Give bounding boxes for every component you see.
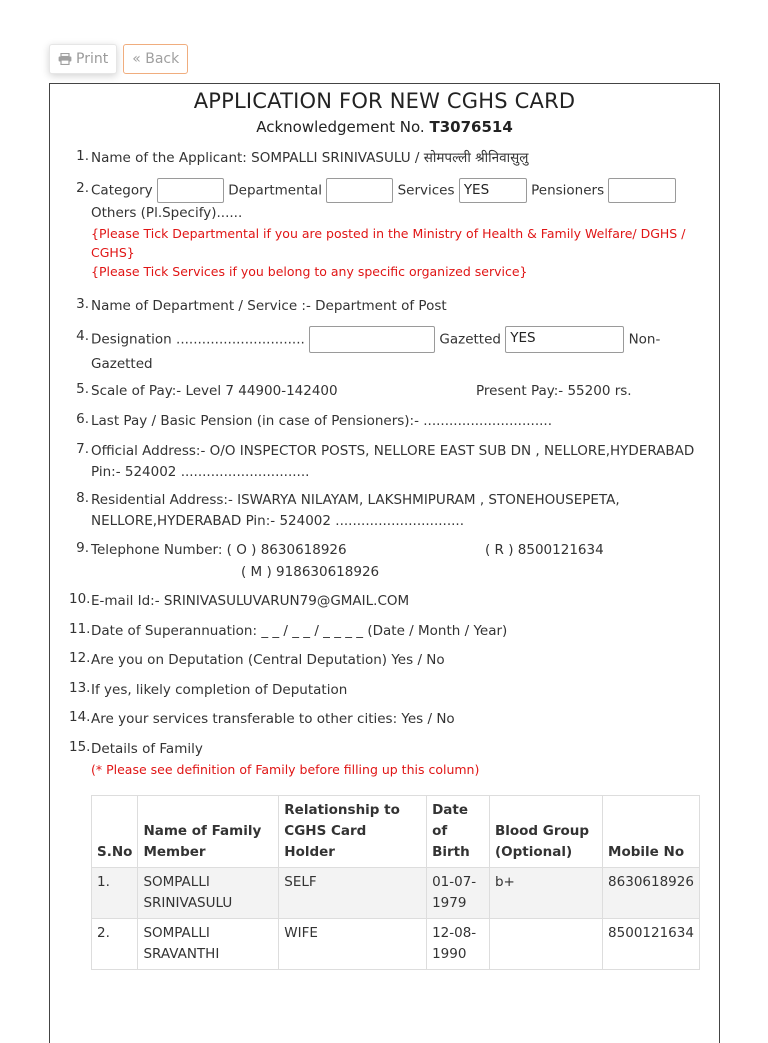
- others-label: Others (Pl.Specify)......: [91, 205, 243, 221]
- pensioners-field[interactable]: [608, 178, 676, 203]
- email-text: E-mail Id:- SRINIVASULUVARUN79@GMAIL.COM: [91, 593, 410, 609]
- family-details-text: Details of Family: [91, 741, 203, 757]
- cell-dob: 01-07-1979: [427, 868, 490, 919]
- superannuation-text: Date of Superannuation: _ _ / _ _ / _ _ _ _ (Date / Month / Year): [91, 623, 508, 639]
- header-name: Name of Family Member: [138, 796, 279, 868]
- print-button[interactable]: [49, 44, 117, 74]
- cell-mobile: 8630618926: [603, 868, 700, 919]
- ack-label: Acknowledgement No.: [256, 118, 425, 136]
- deputation-text: Are you on Deputation (Central Deputation) Yes / No: [91, 652, 445, 668]
- item-number: 2.: [76, 180, 89, 196]
- header-dob: Date of Birth: [427, 796, 490, 868]
- gazetted-label: Gazetted: [439, 331, 501, 348]
- official-address-text: Official Address:- O/O INSPECTOR POSTS, NELLORE EAST SUB DN , NELLORE,HYDERABAD Pin:- 524002 ..............................: [91, 443, 695, 480]
- designation-field[interactable]: [309, 326, 435, 353]
- print-label: Print: [76, 51, 109, 67]
- table-row: [92, 919, 700, 970]
- item-number: 7.: [76, 441, 89, 457]
- cell-name: SOMPALLI SRINIVASULU: [138, 868, 279, 919]
- item-number: 14.: [69, 709, 91, 725]
- header-sno: S.No: [92, 796, 138, 868]
- cell-sno: 2.: [92, 919, 138, 970]
- form-title: APPLICATION FOR NEW CGHS CARD: [193, 89, 576, 113]
- application-form: [49, 83, 720, 1043]
- cell-sno: 1.: [92, 868, 138, 919]
- telephone-residence: ( R ) 8500121634: [485, 542, 604, 558]
- departmental-label: Departmental: [228, 182, 322, 199]
- toolbar: [49, 44, 188, 74]
- item-number: 8.: [76, 490, 89, 506]
- residential-address-text: Residential Address:- ISWARYA NILAYAM, LAKSHMIPURAM , STONEHOUSEPETA, NELLORE,HYDERABAD Pin:- 524002 ..............................: [91, 492, 620, 529]
- designation-line: [91, 326, 707, 376]
- pensioners-label: Pensioners: [531, 182, 605, 199]
- non-gazetted-label: Non-Gazetted: [91, 331, 661, 372]
- back-label: « Back: [132, 51, 180, 67]
- item-number: 1.: [76, 148, 89, 164]
- item-number: 11.: [69, 621, 91, 637]
- item-number: 4.: [76, 328, 89, 344]
- table-row: [92, 868, 700, 919]
- item-number: 10.: [69, 591, 91, 607]
- printer-icon: [58, 53, 72, 65]
- telephone-office: Telephone Number: ( O ) 8630618926: [91, 542, 347, 558]
- cell-blood-group: b+: [489, 868, 602, 919]
- item-number: 5.: [76, 381, 89, 397]
- back-button[interactable]: [123, 44, 188, 74]
- gazetted-field[interactable]: YES: [505, 326, 624, 353]
- header-blood-group: Blood Group (Optional): [489, 796, 602, 868]
- family-details-note: (* Please see definition of Family before filling up this column): [91, 762, 480, 777]
- cell-mobile: 8500121634: [603, 919, 700, 970]
- transferable-text: Are your services transferable to other cities: Yes / No: [91, 711, 455, 727]
- cell-name: SOMPALLI SRAVANTHI: [138, 919, 279, 970]
- services-label: Services: [397, 182, 455, 199]
- telephone-mobile: ( M ) 918630618926: [241, 564, 380, 580]
- category-line: [91, 178, 707, 203]
- applicant-name-text: Name of the Applicant: SOMPALLI SRINIVASULU / सोमपल्ली श्रीनिवासुलु: [91, 150, 529, 166]
- cell-relationship: SELF: [279, 868, 427, 919]
- cell-dob: 12-08-1990: [427, 919, 490, 970]
- last-pay-text: Last Pay / Basic Pension (in case of Pensioners):- ..............................: [91, 413, 553, 429]
- services-note: {Please Tick Services if you belong to any specific organized service}: [91, 264, 528, 279]
- item-number: 13.: [69, 680, 91, 696]
- departmental-field[interactable]: [326, 178, 393, 203]
- item-number: 12.: [69, 650, 91, 666]
- family-table: [91, 795, 700, 970]
- services-field[interactable]: YES: [459, 178, 527, 203]
- pay-scale-text: Scale of Pay:- Level 7 44900-142400: [91, 383, 338, 399]
- ack-number: T3076514: [429, 118, 513, 136]
- item-number: 6.: [76, 411, 89, 427]
- cell-relationship: WIFE: [279, 919, 427, 970]
- item-number: 3.: [76, 296, 89, 312]
- departmental-note: {Please Tick Departmental if you are posted in the Ministry of Health & Family Welfare/ DGHS / CGHS}: [91, 226, 686, 260]
- category-field[interactable]: [157, 178, 224, 203]
- header-mobile: Mobile No: [603, 796, 700, 868]
- item-number: 15.: [69, 739, 91, 755]
- header-relationship: Relationship to CGHS Card Holder: [279, 796, 427, 868]
- present-pay-text: Present Pay:- 55200 rs.: [476, 383, 632, 399]
- item-number: 9.: [76, 540, 89, 556]
- table-header-row: [92, 796, 700, 868]
- deputation-completion-text: If yes, likely completion of Deputation: [91, 682, 348, 698]
- cell-blood-group: [489, 919, 602, 970]
- designation-label: Designation ..............................: [91, 331, 305, 348]
- category-label: Category: [91, 182, 153, 199]
- department-text: Name of Department / Service :- Department of Post: [91, 298, 447, 314]
- acknowledgement: [50, 118, 719, 136]
